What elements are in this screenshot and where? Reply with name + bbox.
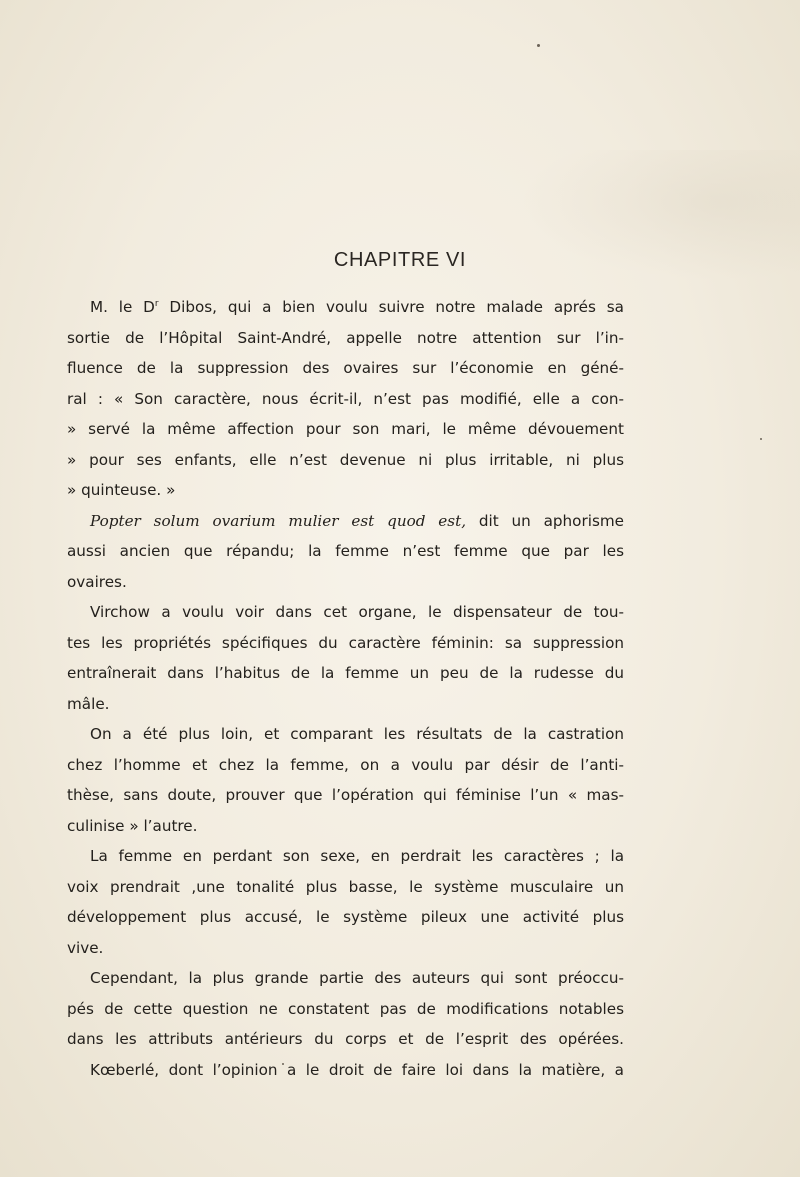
text-line: sortie de l’Hôpital Saint-André, appelle notre attention sur l’in- [67,328,624,347]
text-line: Cependant, la plus grande partie des auteurs qui sont préoccu- [90,969,624,987]
text-line: » pour ses enfants, elle n’est devenue ni plus irritable, ni plus [67,450,624,469]
text-line: vive. [67,938,104,957]
text-line: » quinteuse. » [67,481,176,499]
text-line: aussi ancien que répandu; la femme n’est femme que par les [67,542,624,560]
text-line: Kœberlé, dont l’opinion a le droit de faire loi dans la matière, a [90,1060,624,1079]
ink-speck [537,44,540,47]
text-line: entraînerait dans l’habitus de la femme un peu de la rudesse du [67,664,624,682]
text-line: chez l’homme et chez la femme, on a voulu par désir de l’anti- [67,755,624,774]
text-line: On a été plus loin, et comparant les résultats de la castration [90,725,624,743]
text-span: dit un aphorisme [466,511,624,530]
text-line: dans les attributs antérieurs du corps et de l’esprit des opérées. [67,1030,624,1048]
ink-speck [760,438,762,440]
chapter-title: CHAPITRE VI [333,249,467,271]
text-line: ral : « Son caractère, nous écrit-il, n’est pas modifié, elle a con- [67,389,624,408]
text-line: pés de cette question ne constatent pas de modifications notables [67,999,624,1018]
text-line: culinise » l’autre. [67,816,198,835]
text-line: thèse, sans doute, prouver que l’opération qui féminise l’un « mas- [67,786,624,804]
text-line [67,292,624,323]
text-line: développement plus accusé, le système pileux une activité plus [67,908,624,926]
text-line: » servé la même affection pour son mari, le même dévouement [67,420,624,438]
text-line: voix prendrait ,une tonalité plus basse, le système musculaire un [67,877,624,896]
text-line: tes les propriétés spécifiques du caractère féminin: sa suppression [67,633,624,652]
text-line: Virchow a voulu voir dans cet organe, le dispensateur de tou- [90,603,624,621]
text-line: mâle. [67,694,110,713]
body-text [67,292,624,1085]
latin-aphorism: Popter solum ovarium mulier est quod est, [90,511,467,530]
text-line: La femme en perdant son sexe, en perdrait les caractères ; la [90,847,624,865]
text-line: ovaires. [67,572,127,591]
text-span: Dibos, qui a bien voulu suivre notre malade aprés sa [158,298,624,316]
text-span: M. le D [90,298,155,316]
superscript: r [154,299,159,309]
text-line [67,506,624,537]
text-line: fluence de la suppression des ovaires sur l’économie en géné- [67,359,624,377]
